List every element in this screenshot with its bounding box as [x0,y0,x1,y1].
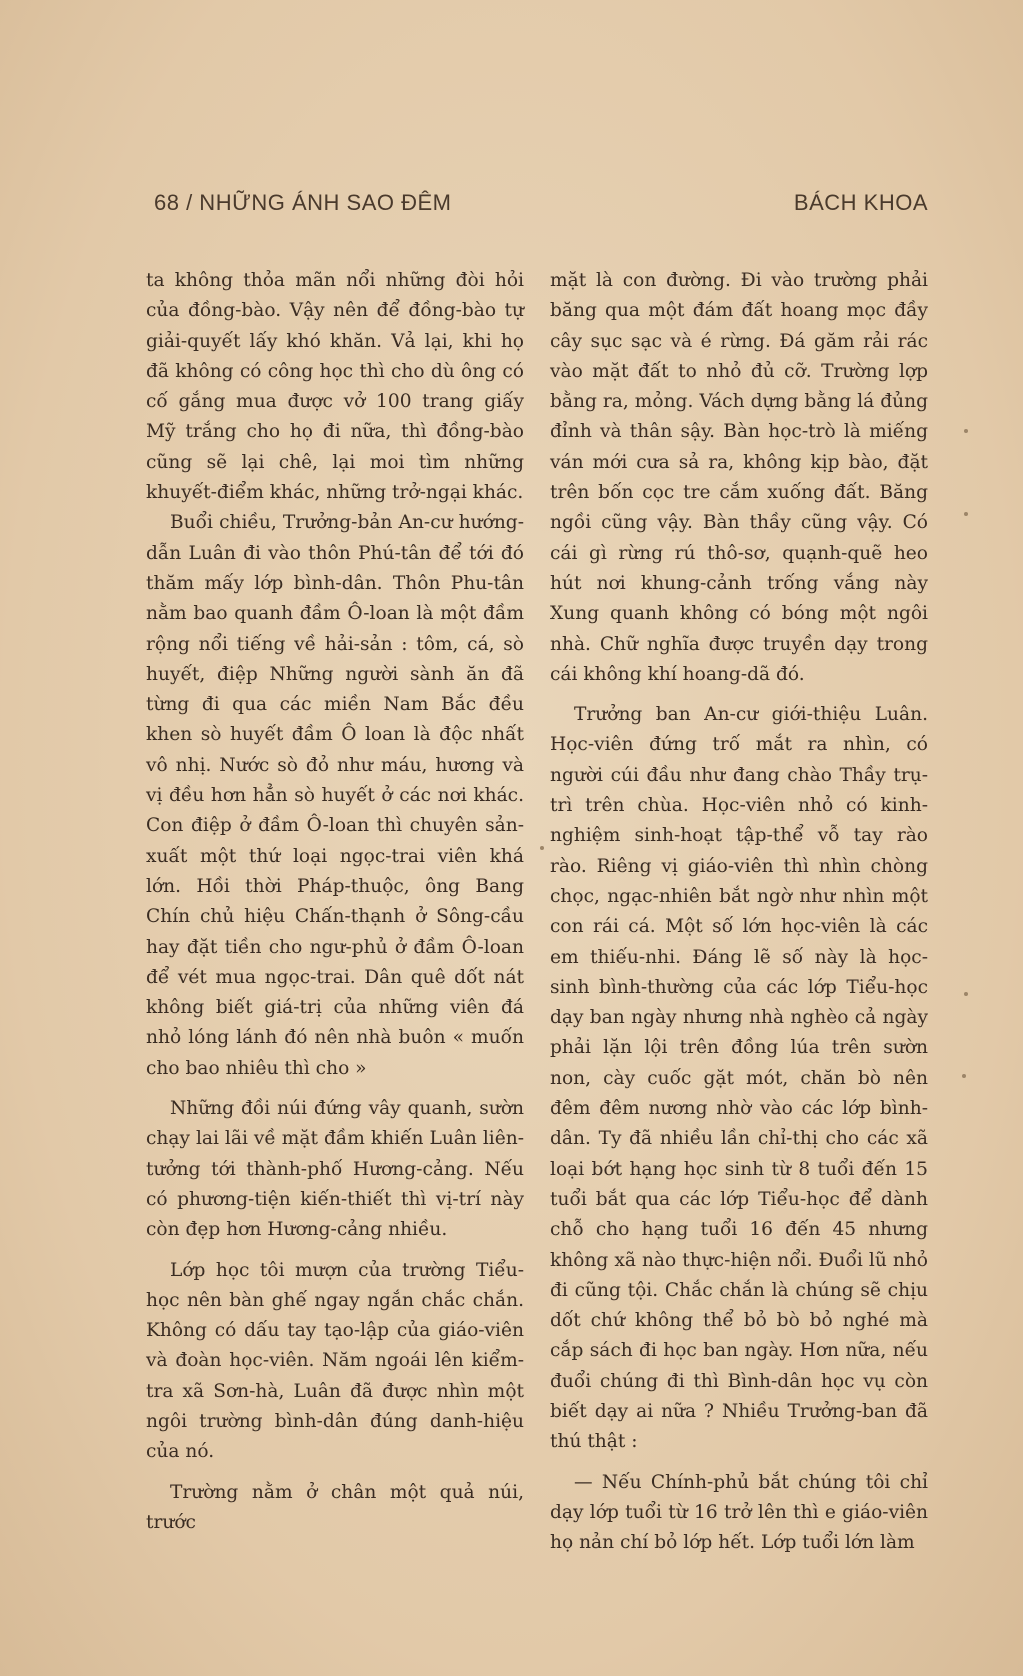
paper-speck [964,512,968,516]
page-header [154,186,928,226]
paragraph: ta không thỏa mãn nổi những đòi hỏi của đồng-bào. Vậy nên để đồng-bào tự giải-quyết lấy khó khăn. Vả lại, khi họ đã không có công học thì cho dù ông có cố gắng mua được vở 100 trang giấy Mỹ trắng cho họ đi nữa, thì đồng-bào cũng sẽ lại chê, lại moi tìm những khuyết-điểm khác, những trở-ngại khác. [146,270,524,504]
right-column [550,266,928,1558]
paragraph: Trường nằm ở chân một quả núi, trước [146,1481,524,1533]
left-column [146,266,524,1538]
paper-speck [964,429,968,433]
paragraph: mặt là con đường. Đi vào trường phải băng qua một đám đất hoang mọc đầy cây sục sạc và é rừng. Đá găm rải rác vào mặt đất to nhỏ đủ cỡ. Trường lợp bằng ra, mỏng. Vách dựng bằng lá đủng đỉnh và thân sậy. Bàn học-trò là miếng ván mới cưa sả ra, không kịp bào, đặt trên bốn cọc tre cắm xuống đất. Băng ngồi cũng vậy. Bàn thầy cũng vậy. Có cái gì rừng rú thô-sơ, quạnh-quẽ heo hút nơi khung-cảnh trống vắng này Xung quanh không có bóng một ngôi nhà. Chữ nghĩa được truyền dạy trong cái không khí hoang-dã đó. [550,270,928,685]
paragraph: Lớp học tôi mượn của trường Tiểu-học nên bàn ghế ngay ngắn chắc chắn. Không có dấu tay tạo-lập của giáo-viên và đoàn học-viên. Năm ngoái lên kiểm-tra xã Sơn-hà, Luân đã được nhìn một ngôi trường bình-dân đúng danh-hiệu của nó. [146,1259,524,1463]
paper-speck [540,846,544,850]
paragraph: Những đồi núi đứng vây quanh, sườn chạy lai lãi về mặt đầm khiến Luân liên-tưởng tới thành-phố Hương-cảng. Nếu có phương-tiện kiến-thiết thì vị-trí này còn đẹp hơn Hương-cảng nhiều. [146,1098,524,1241]
paper-speck [962,1074,966,1078]
paragraph: Trưởng ban An-cư giới-thiệu Luân. Học-viên đứng trố mắt ra nhìn, có người cúi đầu như đang chào Thầy trụ-trì trên chùa. Học-viên nhỏ có kinh-nghiệm sinh-hoạt tập-thể vỗ tay rào rào. Riêng vị giáo-viên thì nhìn chòng chọc, ngạc-nhiên bắt ngờ như nhìn một con rái cá. Một số lớn học-viên là các em thiếu-nhi. Đáng lẽ số này là học-sinh bình-thường của các lớp Tiểu-học dạy ban ngày nhưng nhà nghèo cả ngày phải lặn lội trên đồng lúa trên sườn non, cày cuốc gặt mót, chăn bò nên đêm đêm nương nhờ vào các lớp bình-dân. Ty đã nhiều lần chỉ-thị cho các xã loại bớt hạng học sinh từ 8 tuổi đến 15 tuổi bắt qua các lớp Tiểu-học để dành chỗ cho hạng tuổi 16 đến 45 nhưng không xã nào thực-hiện nổi. Đuổi lũ nhỏ đi cũng tội. Chắc chắn là chúng sẽ chịu dốt chứ không thể bỏ bò bỏ nghé mà cắp sách đi học ban ngày. Hơn nữa, nếu đuổi chúng đi thì Bình-dân học vụ còn biết dạy ai nữa ? Nhiều Trưởng-ban đã thú thật : [550,704,928,1453]
paper-speck [964,992,968,996]
paragraph: Buổi chiều, Trưởng-bản An-cư hướng-dẫn Luân đi vào thôn Phú-tân để tới đó thăm mấy lớp bình-dân. Thôn Phu-tân nằm bao quanh đầm Ô-loan là một đầm rộng nổi tiếng về hải-sản : tôm, cá, sò huyết, điệp Những người sành ăn đã từng đi qua các miền Nam Bắc đều khen sò huyết đầm Ô loan là độc nhất vô nhị. Nước sò đỏ như máu, hương và vị đều hơn hẳn sò huyết ở các nơi khác. Con điệp ở đầm Ô-loan thì chuyên sản-xuất một thứ loại ngọc-trai viên khá lớn. Hồi thời Pháp-thuộc, ông Bang Chín chủ hiệu Chấn-thạnh ở Sông-cầu hay đặt tiền cho ngư-phủ ở đầm Ô-loan để vét mua ngọc-trai. Dân quê dốt nát không biết giá-trị của những viên đá nhỏ lóng lánh đó nên nhà buôn « muốn cho bao nhiêu thì cho » [146,512,524,1079]
paragraph: — Nếu Chính-phủ bắt chúng tôi chỉ dạy lớp tuổi từ 16 trở lên thì e giáo-viên họ nản chí bỏ lớp hết. Lớp tuổi lớn làm [550,1471,928,1554]
running-title: BÁCH KHOA [793,190,928,215]
page-number-and-title: 68 / NHỮNG ÁNH SAO ĐÊM [154,190,452,215]
